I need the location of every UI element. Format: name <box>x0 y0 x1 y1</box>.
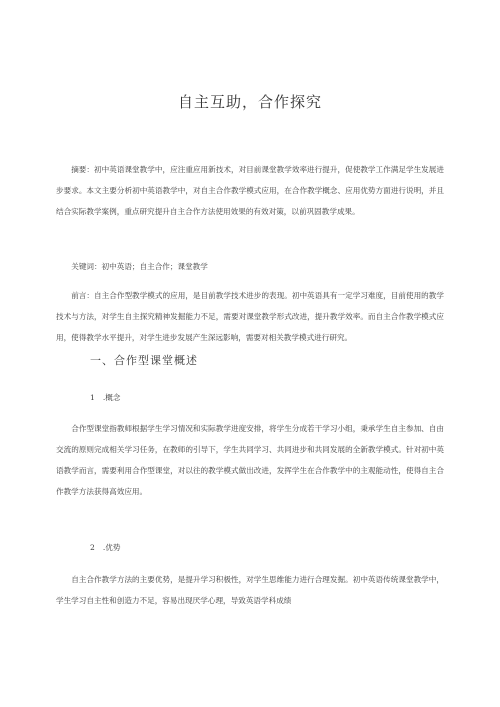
subsection-label: .概念 <box>102 393 121 402</box>
subsection-heading-concept <box>90 392 120 403</box>
abstract-paragraph: 摘要：初中英语课堂教学中，应注重应用新技术，对目前课堂教学效率进行提升，促使教学工作满足学生发展进步要求。本文主要分析初中英语教学中，对自主合作教学模式应用，在合作教学概念、应用优势方面进行说明，并且结合实际教学案例，重点研究提升自主合作方法使用效果的有效对策，以前巩固教学成果。 <box>56 165 444 216</box>
keywords-paragraph: 关键词：初中英语；自主合作；课堂教学 <box>71 262 208 271</box>
subsection-heading-advantage <box>90 542 120 553</box>
document-title: 自主互助，合作探究 <box>177 93 322 111</box>
advantage-paragraph: 自主合作教学方法的主要优势，是提升学习积极性，对学生思维能力进行合理发掘。初中英语传统课堂教学中，学生学习自主性和创造力不足，容易出现厌学心理，导致英语学科成绩 <box>56 575 444 605</box>
section-heading: 一、合作型课堂概述 <box>90 354 198 367</box>
subsection-number: 2 <box>90 543 95 552</box>
subsection-number: 1 <box>90 393 95 402</box>
concept-paragraph: 合作型课堂指教师根据学生学习情况和实际教学进度安排，将学生分成若干学习小组，秉承学生自主参加、自由交流的原则完成相关学习任务，在教师的引导下，学生共同学习、共同进步和共同发展的全新教学模式。针对初中英语教学而言，需要利用合作型课堂，对以往的教学模式做出改进，发挥学生在合作教学中的主观能动性，使得自主合作教学方法获得高效应用。 <box>56 424 444 496</box>
subsection-label: .优势 <box>102 543 121 552</box>
preface-paragraph: 前言：自主合作型教学模式的应用，是目前教学技术进步的表现。初中英语具有一定学习难度，目前使用的教学技术与方法，对学生自主探究精神发掘能力不足，需要对课堂教学形式改进，提升教学效率。而自主合作教学模式应用，使得教学水平提升，对学生进步发展产生深远影响，需要对相关教学模式进行研究。 <box>56 291 444 342</box>
